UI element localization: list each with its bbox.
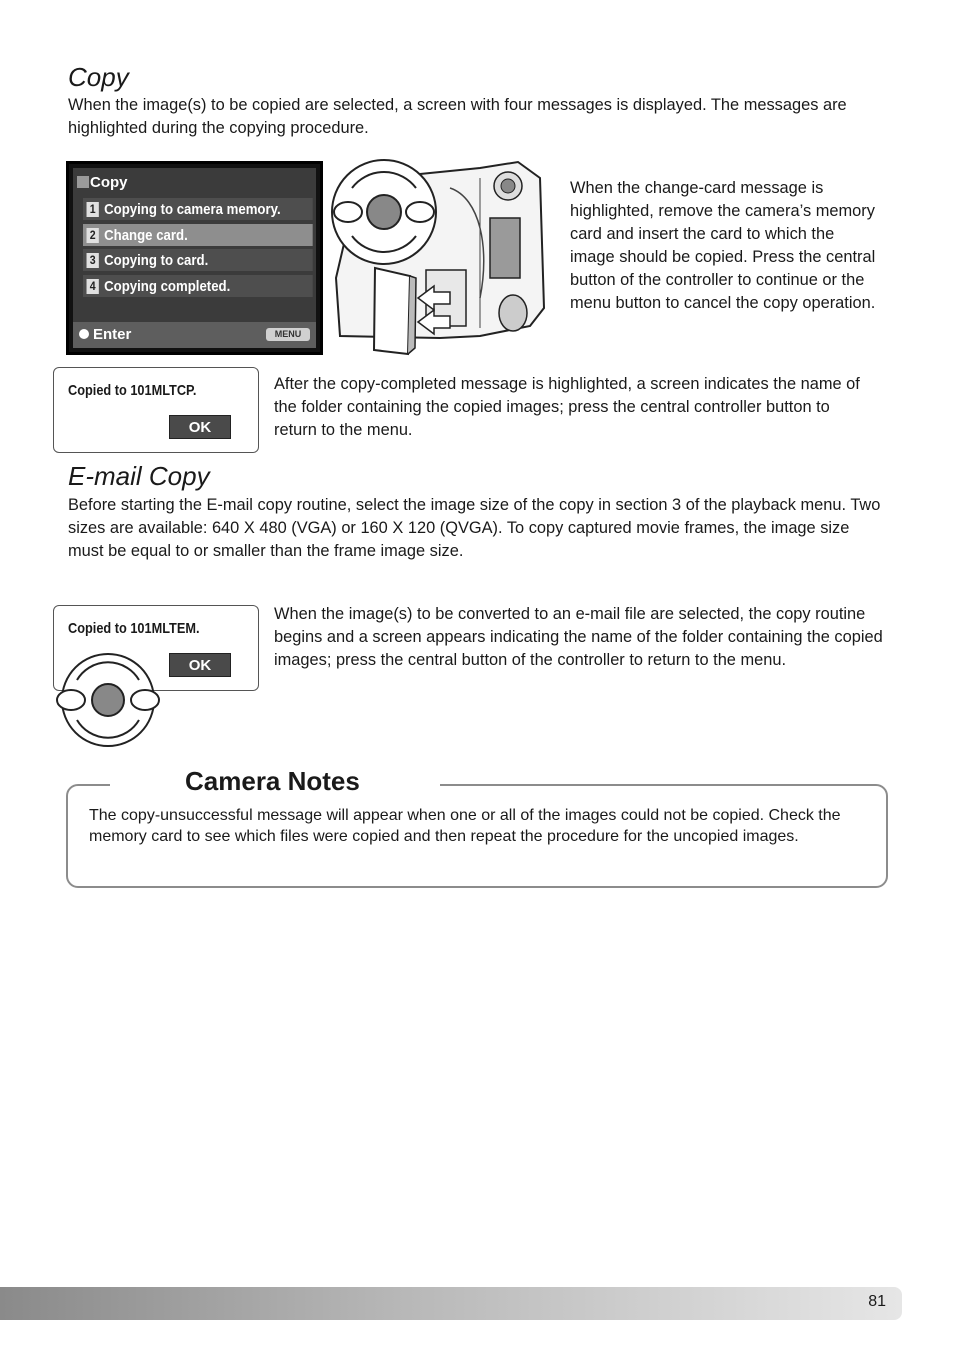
copy-menu-title: Copy [77,174,128,191]
copy-result-dialog [53,367,259,453]
center-button-icon [79,329,89,339]
email-copy-heading: E-mail Copy [68,461,210,491]
page-number: 81 [868,1293,886,1310]
camera-card-illustration [330,158,552,356]
email-copy-intro: Before starting the E-mail copy routine, select the image size of the copy in section 3 of the playback menu. Two sizes are available: 640 X 480 (VGA) or 160 X 120 (QVGA). To copy captured movie frames, the image size must be equal to or smaller than the frame image size. [68,496,881,560]
copy-menu-item-4: 4 Copying completed. [83,275,313,297]
copy-menu-screen [66,161,323,355]
copy-intro: When the image(s) to be copied are selected, a screen with four messages is displayed. The messages are highlighted during the copying procedure. [68,96,847,137]
enter-hint: Enter [79,326,131,343]
copy-heading: Copy [68,62,129,92]
ok-button[interactable]: OK [169,415,231,439]
copy-menu-footer [73,322,316,348]
footer-bar [0,1287,902,1320]
copy-result-message: Copied to 101MLTCP. [68,382,197,399]
email-ok-button[interactable]: OK [169,653,231,677]
menu-button-icon: MENU [266,328,310,341]
copy-menu-item-2: 2 Change card. [83,224,313,246]
email-copy-result-message: Copied to 101MLTEM. [68,620,200,637]
controller-icon [53,652,163,748]
copy-menu-item-1: 1 Copying to camera memory. [83,198,313,220]
copy-menu-item-3: 3 Copying to card. [83,249,313,271]
change-card-text: When the change-card message is highlighted, remove the camera’s memory card and insert the card to which the image should be copied. Press the central button of the controller to continue or the menu button to cancel the copy operation. [570,179,876,312]
email-converted-text: When the image(s) to be converted to an e-mail file are selected, the copy routine begins and a screen appears indicating the name of the folder containing the copied images; press the central button of the controller to return to the menu. [274,605,883,669]
camera-icon [77,176,89,188]
camera-notes-title: Camera Notes [185,766,360,796]
copy-completed-text: After the copy-completed message is highlighted, a screen indicates the name of the folder containing the copied images; press the central controller button to return to the menu. [274,375,860,439]
camera-notes-text: The copy-unsuccessful message will appear when one or all of the images could not be copied. Check the memory card to see which files were copied and then repeat the procedure for the uncopied images. [89,807,841,845]
